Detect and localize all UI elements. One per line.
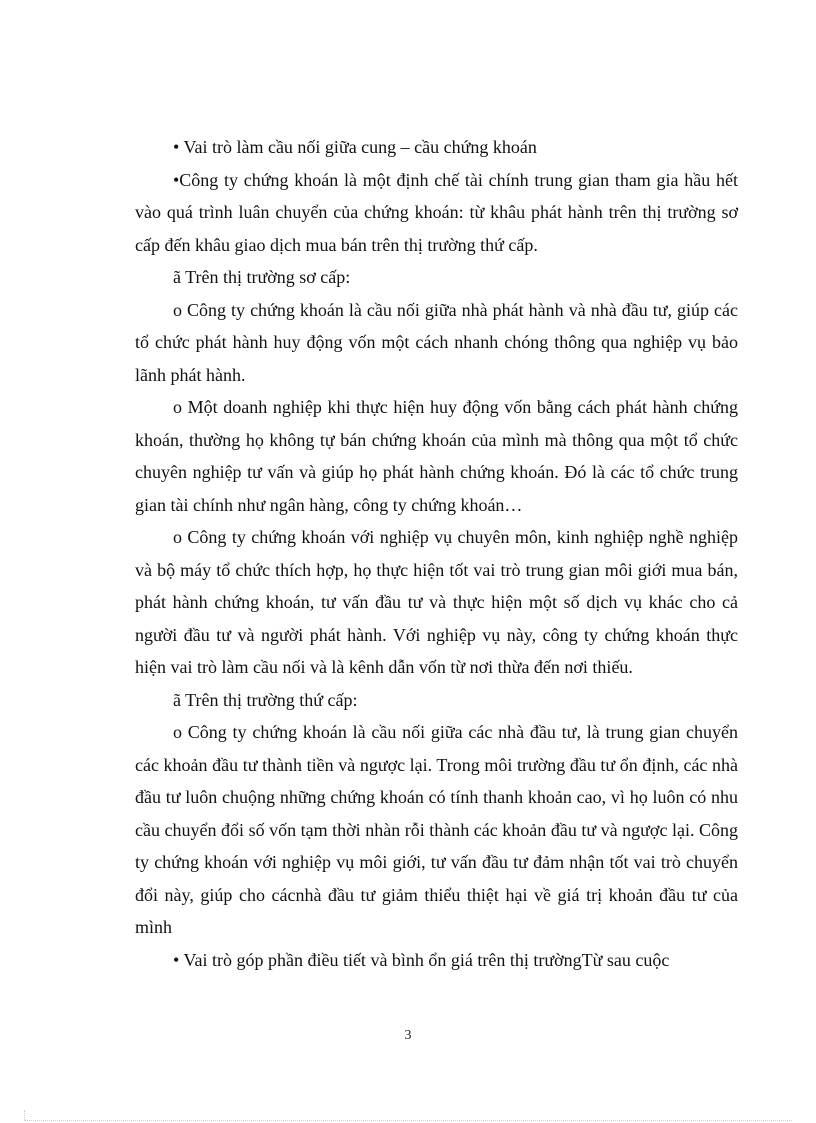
page-corner-mark — [24, 1110, 25, 1120]
paragraph-secondary-market-heading: ã Trên thị trường thứ cấp: — [173, 689, 358, 710]
paragraph-primary-market-heading: ã Trên thị trường sơ cấp: — [173, 267, 351, 287]
paragraph-primary-market-bridge: o Công ty chứng khoán là cầu nối giữa nhà phát hành và nhà đầu tư, giúp các tổ chức phát hành huy động vốn một cách nhanh chóng thông qua nghiệp vụ bảo lãnh phát hành. — [135, 299, 738, 385]
paragraph-intermediary: •Công ty chứng khoán là một định chế tài chính trung gian tham gia hầu hết vào quá trình luân chuyển của chứng khoán: từ khâu phát hành trên thị trường sơ cấp đến khâu giao dịch mua bán trên thị trường thứ cấp. — [135, 169, 738, 255]
page-bottom-border — [24, 1120, 792, 1121]
document-body — [135, 131, 738, 976]
paragraph-professional-role: o Công ty chứng khoán với nghiệp vụ chuyên môn, kinh nghiệp nghề nghiệp và bộ máy tổ chức thích hợp, họ thực hiện tốt vai trò trung gian môi giới mua bán, phát hành chứng khoán, tư vấn đầu tư và thực hiện một số dịch vụ khác cho cả người đầu tư và người phát hành. Với nghiệp vụ này, công ty chứng khoán thực hiện vai trò làm cầu nối và là kênh dẫn vốn từ nơi thừa đến nơi thiếu. — [135, 527, 738, 677]
paragraph-bullet-role-bridge: • Vai trò làm cầu nối giữa cung – cầu chứng khoán — [173, 137, 537, 157]
paragraph-secondary-market-bridge: o Công ty chứng khoán là cầu nối giữa các nhà đầu tư, là trung gian chuyển các khoản đầu tư thành tiền và ngược lại. Trong môi trường đầu tư ổn định, các nhà đầu tư luôn chuộng những chứng khoán có tính thanh khoản cao, vì họ luôn có nhu cầu chuyển đổi số vốn tạm thời nhàn rỗi thành các khoản đầu tư và ngược lại. Công ty chứng khoán với nghiệp vụ môi giới, tư vấn đầu tư đảm nhận tốt vai trò chuyển đổi này, giúp cho cácnhà đầu tư giảm thiểu thiệt hại về giá trị khoản đầu tư của mình — [135, 722, 738, 937]
page-number: 3 — [404, 1028, 412, 1043]
paragraph-bullet-price-regulation: • Vai trò góp phần điều tiết và bình ổn giá trên thị trườngTừ sau cuộc — [173, 949, 670, 970]
paragraph-enterprise-issuance: o Một doanh nghiệp khi thực hiện huy động vốn bằng cách phát hành chứng khoán, thường họ không tự bán chứng khoán của mình mà thông qua một tổ chức chuyên nghiệp tư vấn và giúp họ phát hành chứng khoán. Đó là các tổ chức trung gian tài chính như ngân hàng, công ty chứng khoán… — [135, 397, 738, 515]
